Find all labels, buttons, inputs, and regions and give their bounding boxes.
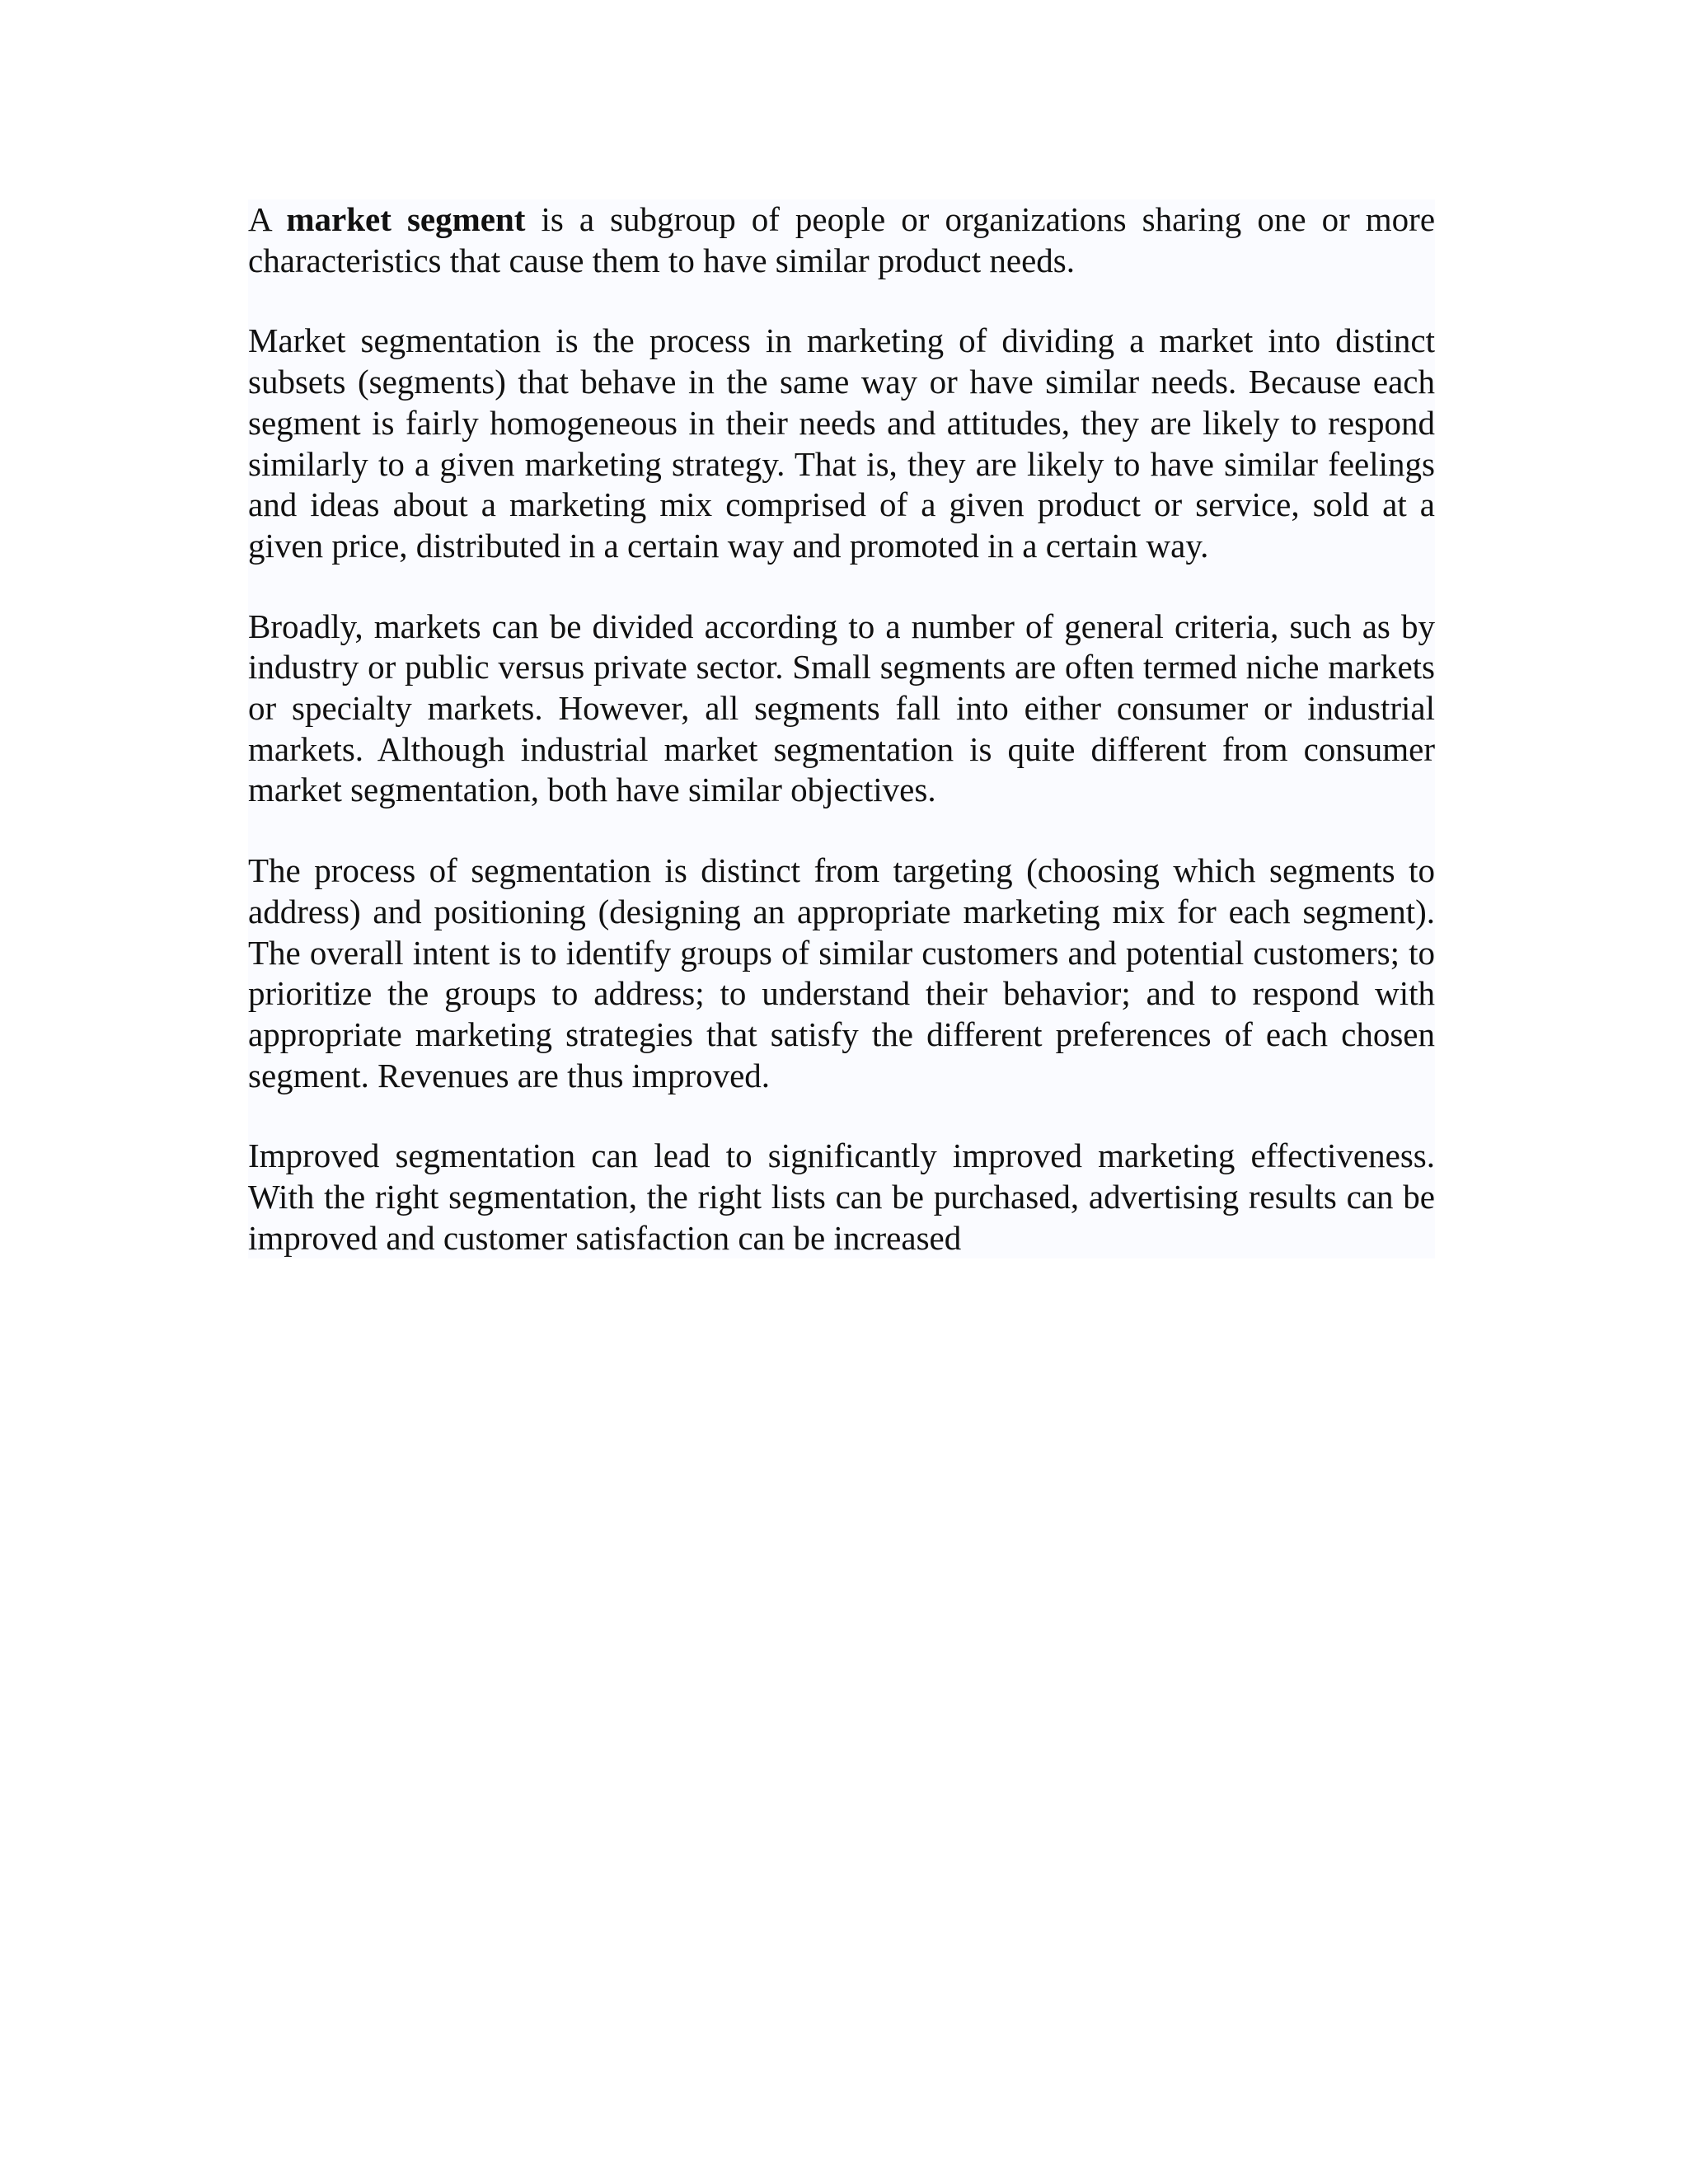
paragraph-general-criteria: Broadly, markets can be divided according to a number of general criteria, such as by industry or public versus private sector. Small segments are often termed niche markets or specialty markets. However, all segments fall into either consumer or industrial markets. Although industrial market segmentation is quite different from consumer market segmentation, both have similar objectives. xyxy=(248,607,1435,809)
paragraph-segmentation-process: Market segmentation is the process in marketing of dividing a market into distinct subsets (segments) that behave in the same way or have similar needs. Because each segment is fairly homogeneous in their needs and attitudes, they are likely to respond similarly to a given marketing strategy. That is, they are likely to have similar feelings and ideas about a marketing mix comprised of a given product or service, sold at a given price, distributed in a certain way and promoted in a certain way. xyxy=(248,321,1435,565)
intro-definition: is a subgroup of people or organizations sharing one or more characteristics that cause them to have similar product needs. xyxy=(248,200,1436,279)
term-market-segment: market segment xyxy=(286,200,526,238)
paragraph-definition xyxy=(248,199,1435,281)
document-body xyxy=(248,199,1435,1258)
intro-article: A xyxy=(248,200,271,238)
paragraph-targeting-positioning: The process of segmentation is distinct from targeting (choosing which segments to address) and positioning (designing an appropriate marketing mix for each segment). The overall intent is to identify groups of similar customers and potential customers; to prioritize the groups to address; to understand their behavior; and to respond with appropriate marketing strategies that satisfy the different preferences of each chosen segment. Revenues are thus improved. xyxy=(248,851,1435,1094)
paragraph-improved-segmentation: Improved segmentation can lead to significantly improved marketing effectiveness. With the right segmentation, the right lists can be purchased, advertising results can be improved and customer satisfaction can be increased xyxy=(248,1137,1435,1257)
